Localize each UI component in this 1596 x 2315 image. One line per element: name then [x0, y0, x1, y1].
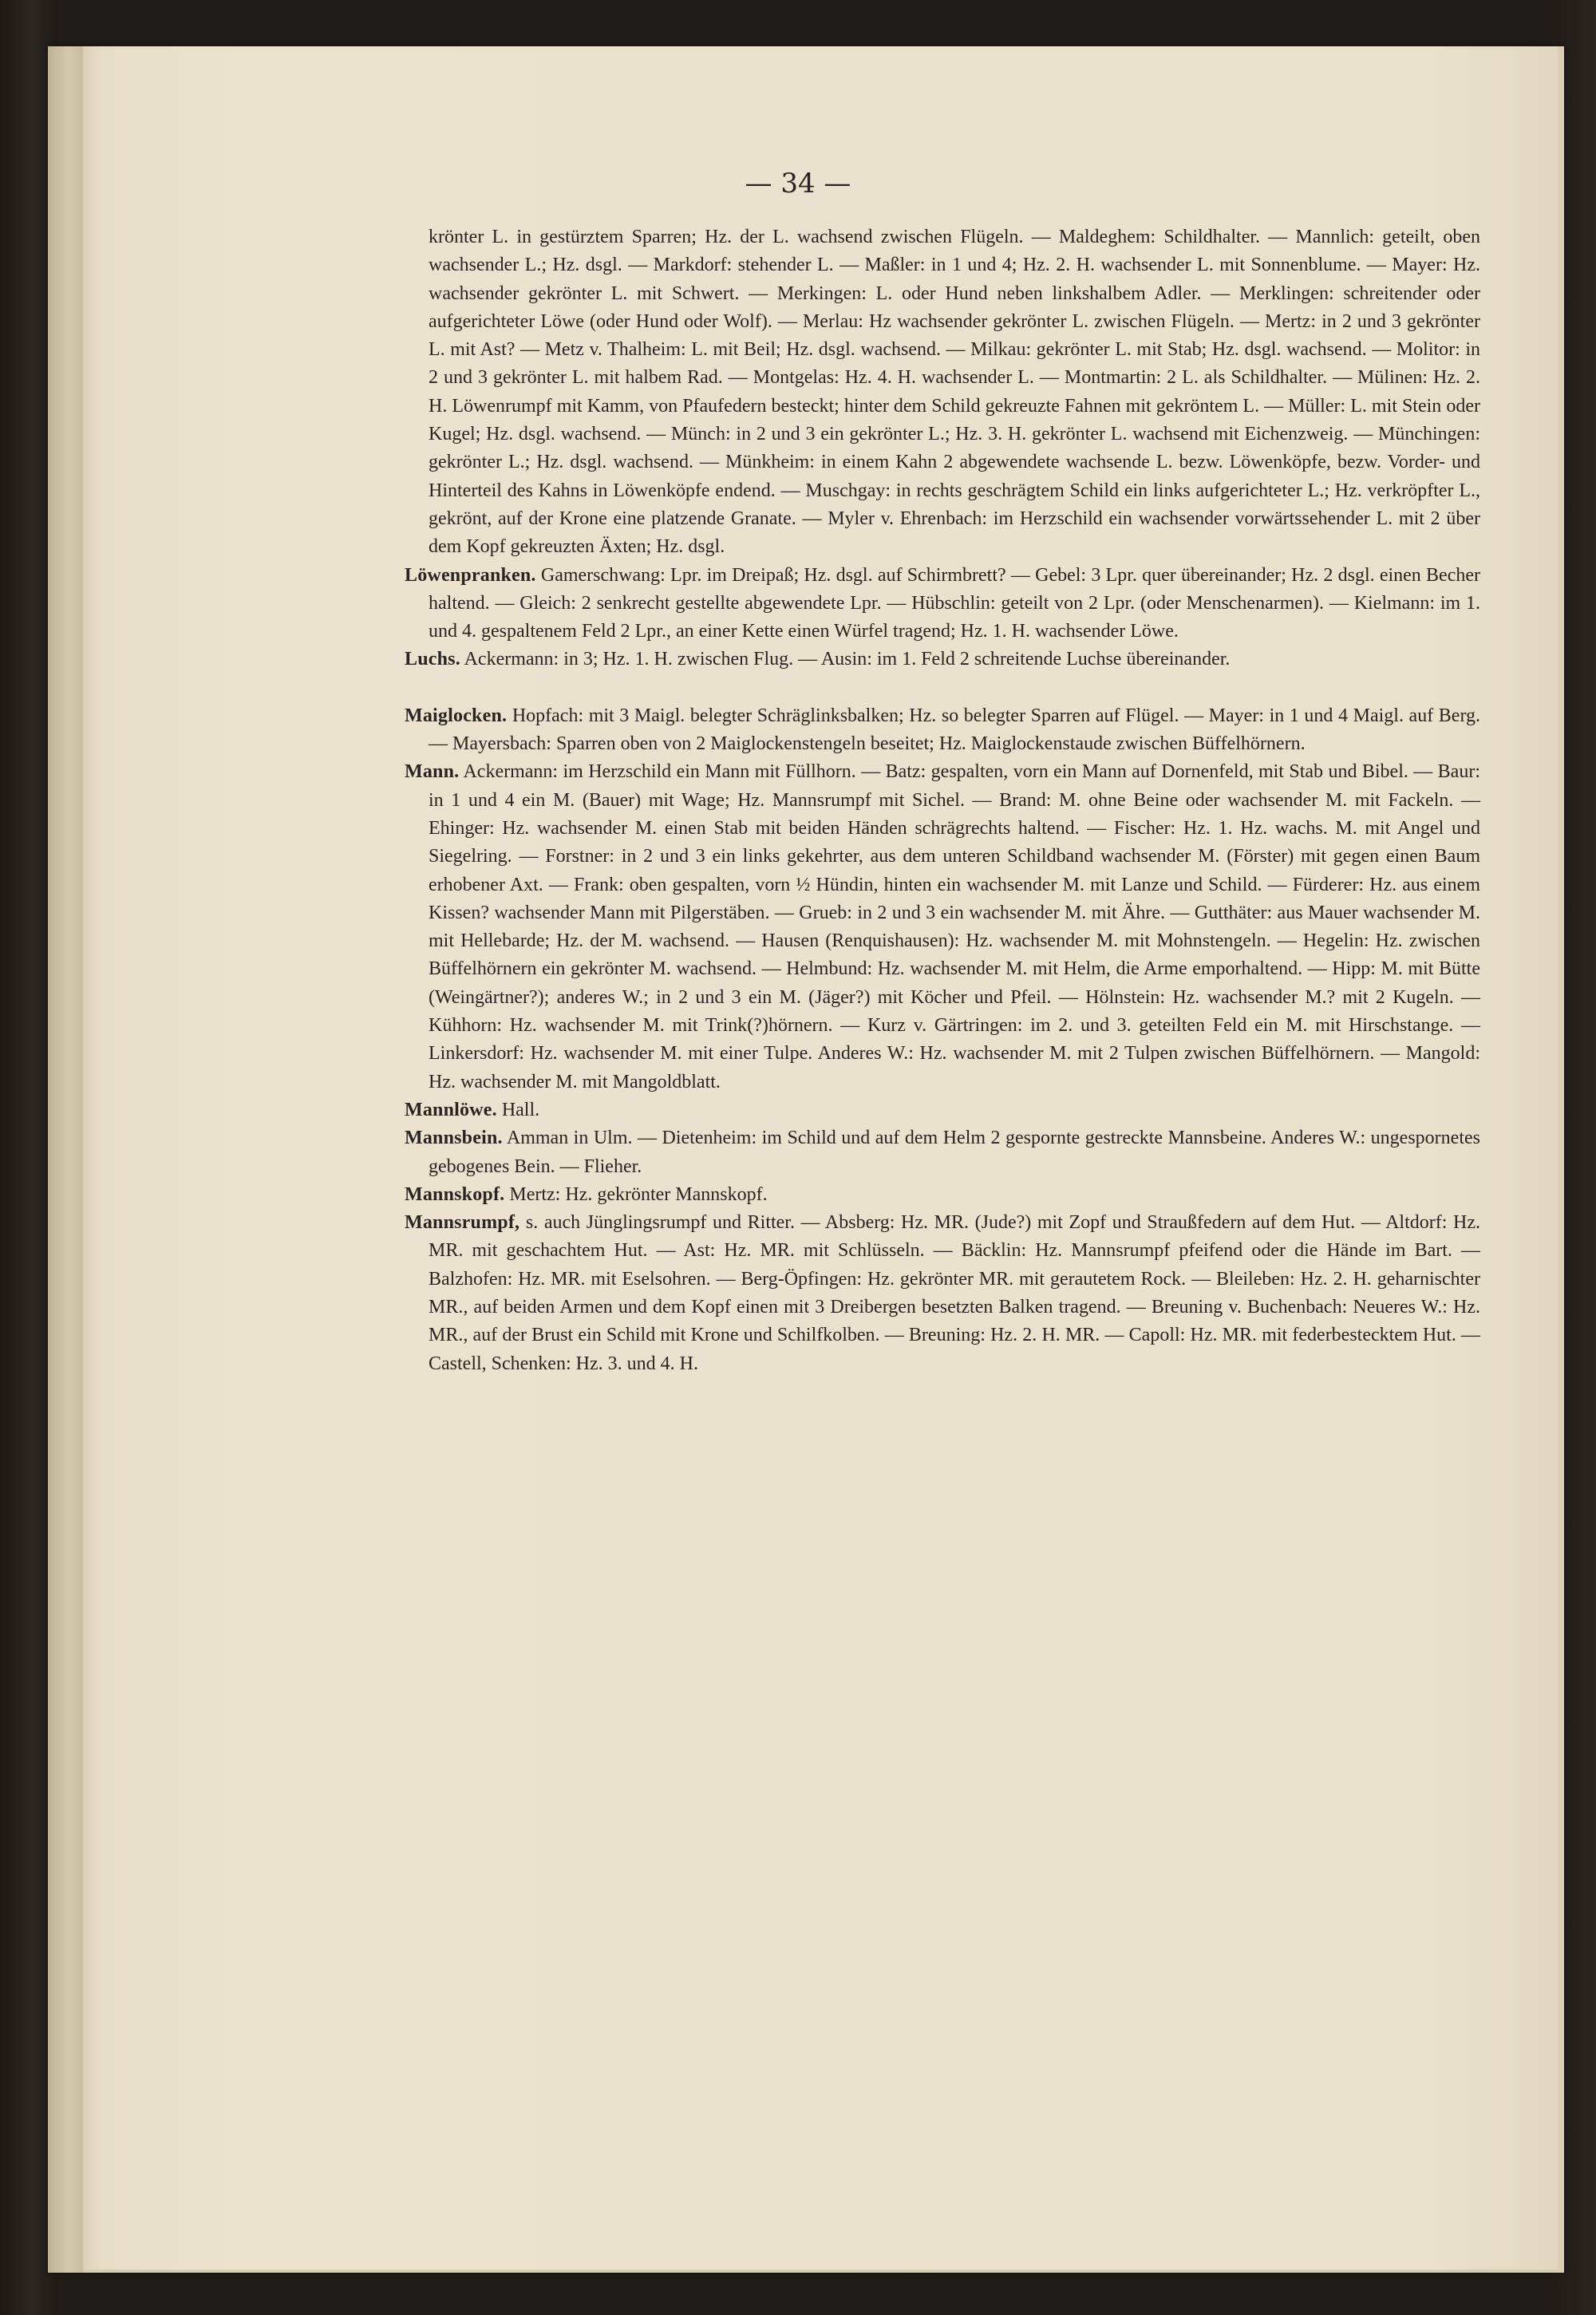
page-gutter	[48, 46, 83, 2273]
entry-lemma: Mannskopf.	[405, 1183, 505, 1205]
entry-lemma: Maiglocken.	[405, 705, 508, 726]
dictionary-text	[405, 223, 1480, 1378]
entry-text: Ackermann: in 3; Hz. 1. H. zwischen Flug. — Ausin: im 1. Feld 2 schreitende Luchse übereinander.	[464, 649, 1231, 670]
entry-continuation	[405, 223, 1480, 562]
entry-loewenpranken	[405, 562, 1480, 646]
entry-text: Ackermann: im Herzschild ein Mann mit Füllhorn. — Batz: gespalten, vorn ein Mann auf Dornenfeld, mit Stab und Bibel. — Baur: in 1 und 4 ein M. (Bauer) mit Wage; Hz. Mannsrumpf mit Sichel. — Brand: M. ohne Beine oder wachsender M. mit Fackeln. — Ehinger: Hz. wachsender M. einen Stab mit beiden Händen schrägrechts haltend. — Fischer: Hz. 1. Hz. wachs. M. mit Angel und Siegelring. — Forstner: in 2 und 3 ein links gekehrter, aus dem unteren Schildband wachsender M. (Förster) mit gegen einen Baum erhobener Axt. — Frank: oben gespalten, vorn ½ Hündin, hinten ein wachsender M. mit Lanze und Schild. — Fürderer: Hz. aus einem Kissen? wachsender Mann mit Pilgerstäben. — Grueb: in 2 und 3 ein wachsender M. mit Ähre. — Gutthäter: aus Mauer wachsender M. mit Hellebarde; Hz. der M. wachsend. — Hausen (Renquishausen): Hz. wachsender M. mit Mohnstengeln. — Hegelin: Hz. zwischen Büffelhörnern ein gekrönter M. wachsend. — Helmbund: Hz. wachsender M. mit Helm, die Arme emporhaltend. — Hipp: M. mit Bütte (Weingärtner?); anderes W.; in 2 und 3 ein M. (Jäger?) mit Köcher und Pfeil. — Hölnstein: Hz. wachsender M.? mit 2 Kugeln. — Kühhorn: Hz. wachsender M. mit Trink(?)hörnern. — Kurz v. Gärtringen: im 2. und 3. geteilten Feld ein M. mit Hirschstange. — Linkersdorf: Hz. wachsender M. mit einer Tulpe. Anderes W.: Hz. wachsender M. mit 2 Tulpen zwischen Büffelhörnern. — Mangold: Hz. wachsender M. mit Mangoldblatt.	[429, 761, 1480, 1092]
entry-mannsrumpf	[405, 1209, 1480, 1378]
entry-lemma: Luchs.	[405, 649, 460, 670]
entry-text: Amman in Ulm. — Dietenheim: im Schild und auf dem Helm 2 gespornte gestreckte Mannsbeine. Anderes W.: ungespornetes gebogenes Bein. — Flieher.	[429, 1128, 1480, 1177]
entry-text: Gamerschwang: Lpr. im Dreipaß; Hz. dsgl. auf Schirmbrett? — Gebel: 3 Lpr. quer übereinander; Hz. 2 dsgl. einen Becher haltend. — Gleich: 2 senkrecht gestellte abgewendete Lpr. — Hübschlin: geteilt von 2 Lpr. (oder Menschenarmen). — Kielmann: im 1. und 4. gespaltenem Feld 2 Lpr., an einer Kette einen Würfel tragend; Hz. 1. H. wachsender Löwe.	[429, 564, 1480, 642]
entry-mannsbein	[405, 1124, 1480, 1181]
entry-text: Hopfach: mit 3 Maigl. belegter Schräglinksbalken; Hz. so belegter Sparren auf Flügel. — Mayer: in 1 und 4 Maigl. auf Berg. — Mayersbach: Sparren oben von 2 Maiglockenstengeln beseitet; Hz. Maiglockenstaude zwischen Büffelhörnern.	[429, 705, 1481, 755]
entry-text: Hall.	[501, 1099, 540, 1120]
entry-text: s. auch Jünglingsrumpf und Ritter. — Absberg: Hz. MR. (Jude?) mit Zopf und Straußfedern auf dem Hut. — Altdorf: Hz. MR. mit geschachtem Hut. — Ast: Hz. MR. mit Schlüsseln. — Bäcklin: Hz. Mannsrumpf pfeifend oder die Hände im Bart. — Balzhofen: Hz. MR. mit Eselsohren. — Berg-Öpfingen: Hz. gekrönter MR. mit gerautetem Rock. — Bleileben: Hz. 2. H. geharnischter MR., auf beiden Armen und dem Kopf einen mit 3 Dreibergen besetzten Balken tragend. — Breuning v. Buchenbach: Neueres W.: Hz. MR., auf der Brust ein Schild mit Krone und Schilfkolben. — Breuning: Hz. 2. H. MR. — Capoll: Hz. MR. mit federbestecktem Hut. — Castell, Schenken: Hz. 3. und 4. H.	[429, 1212, 1480, 1374]
entry-lemma: Mann.	[405, 761, 460, 783]
entry-mannskopf	[405, 1181, 1480, 1209]
entry-luchs	[405, 646, 1480, 674]
page-number: — 34 —	[745, 168, 851, 200]
entry-maiglocken	[405, 702, 1480, 759]
entry-lemma: Mannlöwe.	[405, 1099, 497, 1120]
entry-lemma: Mannsrumpf,	[405, 1212, 520, 1234]
entry-text: krönter L. in gestürztem Sparren; Hz. der L. wachsend zwischen Flügeln. — Maldeghem: Schildhalter. — Mannlich: geteilt, oben wachsender L.; Hz. dsgl. — Markdorf: stehender L. — Maßler: in 1 und 4; Hz. 2. H. wachsender L. mit Sonnenblume. — Mayer: Hz. wachsender gekrönter L. mit Schwert. — Merkingen: L. oder Hund neben linkshalbem Adler. — Merklingen: schreitender oder aufgerichteter Löwe (oder Hund oder Wolf). — Merlau: Hz wachsender gekrönter L. zwischen Flügeln. — Mertz: in 2 und 3 gekrönter L. mit Ast? — Metz v. Thalheim: L. mit Beil; Hz. dsgl. wachsend. — Milkau: gekrönter L. mit Stab; Hz. dsgl. wachsend. — Molitor: in 2 und 3 gekrönter L. mit halbem Rad. — Montgelas: Hz. 4. H. wachsender L. — Montmartin: 2 L. als Schildhalter. — Mülinen: Hz. 2. H. Löwenrumpf mit Kamm, von Pfaufedern besteckt; hinter dem Schild gekreuzte Fahnen mit gekröntem L. — Müller: L. mit Stein oder Kugel; Hz. dsgl. wachsend. — Münch: in 2 und 3 ein gekrönter L.; Hz. 3. H. gekrönter L. wachsend mit Eichenzweig. — Münchingen: gekrönter L.; Hz. dsgl. wachsend. — Münkheim: in einem Kahn 2 abgewendete wachsende L. bezw. Löwenköpfe, bezw. Vorder- und Hinterteil des Kahns in Löwenköpfe endend. — Muschgay: in rechts geschrägtem Schild ein links aufgerichteter L.; Hz. verkröpfter L., gekrönt, auf der Krone eine platzende Granate. — Myler v. Ehrenbach: im Herzschild ein wachsender vorwärtssehender L. mit 2 über dem Kopf gekreuzten Äxten; Hz. dsgl.	[429, 227, 1480, 558]
entry-text: Mertz: Hz. gekrönter Mannskopf.	[509, 1183, 768, 1205]
entry-mann	[405, 758, 1480, 1096]
entry-mannloewe	[405, 1096, 1480, 1124]
entry-lemma: Löwenpranken.	[405, 564, 536, 586]
entry-lemma: Mannsbein.	[405, 1128, 503, 1149]
